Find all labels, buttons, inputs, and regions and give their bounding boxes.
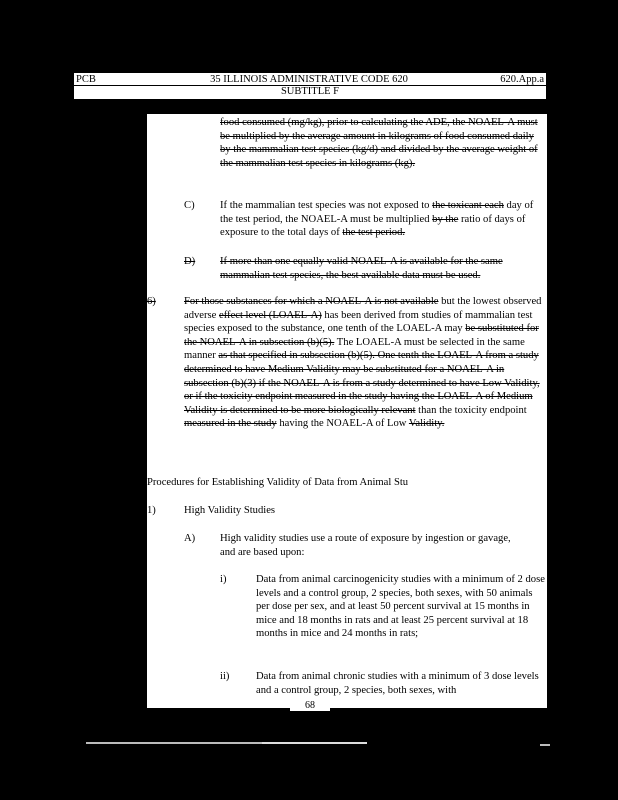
item-6-text: [184, 295, 546, 431]
item-1-text: High Validity Studies: [184, 505, 276, 516]
bottom-dash: [540, 744, 550, 746]
item-a-text: High validity studies use a route of exposure by ingestion or gavage, and are based upon:: [220, 533, 511, 558]
item-c-text-3: ratio of days of exposure to the total days of: [220, 213, 526, 239]
item-c-strike-2: by the: [432, 213, 459, 225]
item-1-label: 1): [147, 505, 156, 516]
page-body: [147, 114, 547, 708]
item-c-text-1: If the mammalian test species was not exposed to: [220, 200, 433, 211]
item-6-strike-1: For those substances for which a NOAEL-A is not available: [184, 296, 439, 307]
item-ii-label: ii): [220, 671, 230, 682]
header-left: PCB: [76, 74, 96, 85]
item-a-label: A): [184, 533, 196, 544]
item-6-strike-4: as that specified in subsection (b)(5). One tenth the LOAEL-A from a study determined to have Medium Validity may be substituted for a NOAEL-A in subsection (b)(3) if the NOAEL-A is from a study determined to have Low Validity, or if the toxicity endpoint measured in the study having the LOAEL-A of Medium Validity is determined to be more biologically relevant: [184, 350, 540, 416]
item-6-label: 6): [147, 296, 156, 307]
item-6-text-3: The LOAEL-A must be selected in the same manner: [184, 336, 525, 362]
item-c-text-2: day of the test period, the NOAEL-A must be multiplied: [220, 200, 534, 225]
item-6-strike-5: measured in the study: [184, 418, 277, 430]
item-d-text: If more than one equally valid NOAEL-A is available for the same mammalian test species, the best available data must be used.: [220, 256, 503, 281]
header-right: 620.App.a: [500, 74, 544, 85]
page-header: [74, 73, 546, 99]
item-6-text-4: than the toxicity endpoint: [415, 404, 527, 416]
item-6-strike-6: Validity.: [408, 418, 445, 430]
continued-paragraph: food consumed (mg/kg), prior to calculating the ADE, the NOAEL-A must be multiplied by the average amount in kilograms of food consumed daily by the mammalian test species (kg/d) and divided by the average weight of the mammalian test species in kilograms (kg).: [220, 117, 538, 169]
item-ii-text: Data from animal chronic studies with a minimum of 3 dose levels and a control group, 2 species, both sexes, with: [256, 671, 539, 696]
item-c-strike-3: the test period.: [342, 227, 406, 239]
item-c-text: [220, 199, 545, 240]
header-center: 35 ILLINOIS ADMINISTRATIVE CODE 620: [210, 74, 408, 85]
page-number: 68: [290, 700, 330, 711]
item-d-label: D): [184, 256, 196, 267]
bottom-rule: [86, 742, 266, 744]
header-subtitle: SUBTITLE F: [280, 86, 340, 97]
item-6-strike-3: be substituted for the NOAEL-A in subsection (b)(5).: [184, 323, 539, 348]
item-6-text-5: having the NOAEL-A of Low: [276, 418, 409, 430]
item-6-strike-2: effect level (LOAEL-A): [219, 309, 322, 321]
item-i-label: i): [220, 574, 227, 585]
item-6-text-2: has been derived from studies of mammalian test species exposed to the substance, one tenth of the LOAEL-A may: [184, 309, 533, 335]
item-c-strike-1: the toxicant each: [432, 200, 504, 211]
procedures-heading: Procedures for Establishing Validity of Data from Animal Stu: [147, 477, 409, 488]
item-c-label: C): [184, 200, 195, 211]
item-i-text: Data from animal carcinogenicity studies with a minimum of 2 dose levels and a control group, 2 species, both sexes, with 50 animals per dose per sex, and at least 50 percent survival at 15 months in mice and 18 months in rats and at least 25 percent survival at 18 months in mice and 24 months in rats;: [256, 574, 545, 640]
item-6-text-1: but the lowest observed adverse: [184, 296, 542, 321]
bottom-rule-continued: [262, 742, 367, 744]
